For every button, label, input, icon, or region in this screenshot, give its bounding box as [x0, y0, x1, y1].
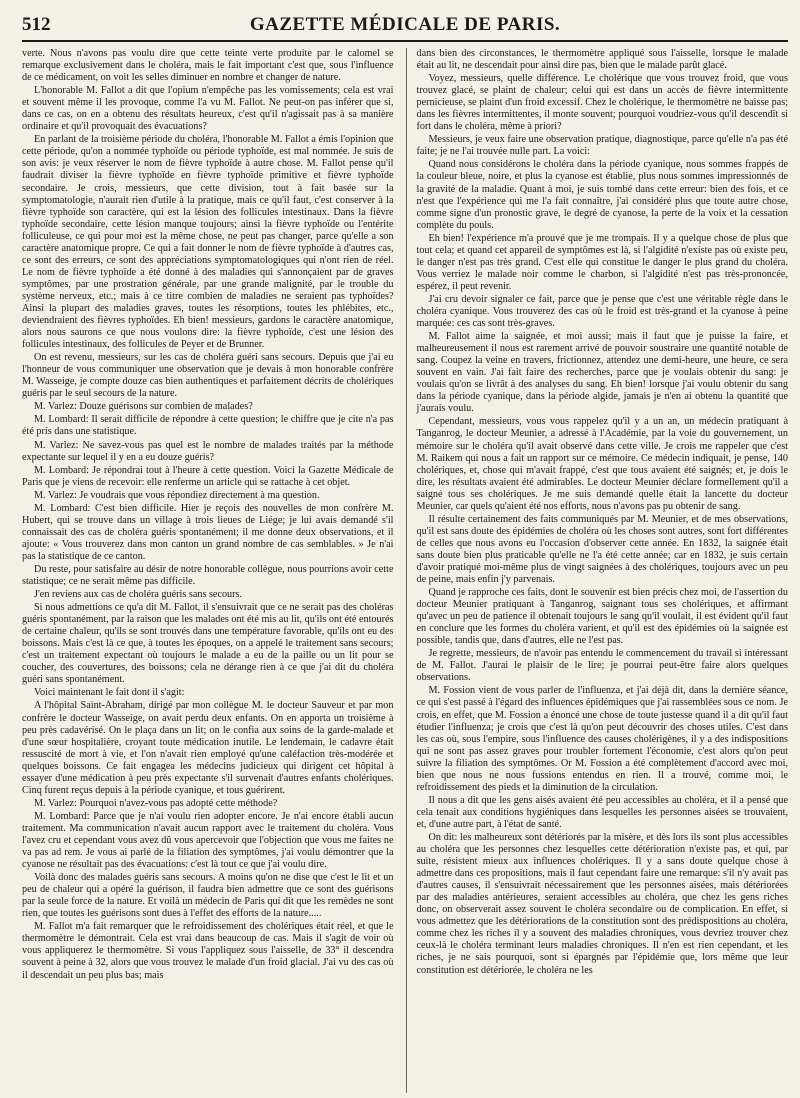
paragraph: L'honorable M. Fallot a dit que l'opium n'empêche pas les vomissements; cela est vrai et souvent même il les provoque, comme l'a vu M. Fallot. Ne peut-on pas inférer que si, dans ce cas, on en a obtenu des résultats heureux, c'est qu'il n'agissait pas à sa manière ordinaire et qu'il provoquait des évacuations? — [22, 85, 394, 133]
paragraph: Il résulte certainement des faits communiqués par M. Meunier, et de mes observations, qu'il est sans doute des épidémies de choléra où les choses sont autres, sont fort différentes de celles que nous avons eu l'occasion d'observer cette année. En 1832, la saignée était sans doute bien plus praticable qu'elle ne l'a été cette année; car en 1832, je suis certain d'avoir pratiqué moi-même plus de vingt saignées à des cholériques, toujours avec un peu de peine, mais enfin j'y parvenais. — [416, 513, 788, 586]
paragraph: M. Varlez: Je voudrais que vous répondiez directement à ma question. — [34, 489, 320, 501]
paragraph: Voici maintenant le fait dont il s'agit: — [34, 687, 185, 699]
paragraph: M. Fallot aime la saignée, et moi aussi; mais il faut que je puisse la faire, et malheureusement il nous est rarement arrivé de pouvoir soustraire une quantité notable de sang. Coupez la veine en travers, frictionnez, attendez une demi-heure, une heure, ce sera souvent en vain. J'ai fait faire des recherches, parce que je voulais obtenir du sang: je voulais qu'on se livrât à des analyses du sang. Eh bien! lorsque j'ai voulu obtenir du sang dans la période cyanique, dans la période algide, jamais je n'en ai obtenu la quantité que j'aurais voulu. — [416, 331, 788, 415]
paragraph: M. Lombard: C'est bien difficile. Hier je reçois des nouvelles de mon confrère M. Hubert, qui se trouve dans un village à trois lieues de Liége; je lui avais demandé s'il connaissait des cas de choléra guéris spontanément; il me donne deux observations, et il ajoute: « Vous trouverez dans mon canton un grand nombre de cas semblables. » Je n'ai pas la statistique de ce canton. — [22, 502, 394, 562]
paragraph: Quand je rapproche ces faits, dont le souvenir est bien précis chez moi, de l'assertion du docteur Meunier pratiquant à Tanganrog, saignant tous ses cholériques, et affirmant qu'avec un peu de patience il obtenait toujours le sang qu'il voulait, il est évident qu'il faut en conclure que les formes du choléra varient, et qu'il est des épidémies où la saignée est possible, tandis que, dans d'autres, elle ne l'est pas. — [416, 587, 788, 647]
right-column — [406, 48, 789, 1093]
paragraph: M. Lombard: Je répondrai tout à l'heure à cette question. Voici la Gazette Médicale de Paris que je viens de recevoir: elle renferme un article qui se rattache à cet objet. — [22, 464, 394, 488]
paragraph: On est revenu, messieurs, sur les cas de choléra guéri sans secours. Depuis que j'ai eu l'honneur de vous communiquer une observation que je devais à mon honorable confrère M. Wasseige, je compte douze cas bien authentiques et parfaitement décrits de cholériques guéris par le seul secours de la nature. — [22, 352, 394, 400]
paragraph: M. Varlez: Pourquoi n'avez-vous pas adopté cette méthode? — [34, 797, 278, 809]
paragraph: Quand nous considérons le choléra dans la période cyanique, nous sommes frappés de la couleur bleue, noire, et plus la cyanose est établie, plus nous sommes impressionnés de la gravité de la maladie. Quant à moi, je suis tombé dans cette erreur: bien des fois, et ce n'est que l'expérience qui me l'a fait connaître, j'ai considéré plus que toute autre chose, comme signe d'un pronostic grave, le degré de cyanose, la perte de la voix et la cessation complète du pouls. — [416, 159, 788, 231]
paragraph: M. Fossion vient de vous parler de l'influenza, et j'ai déjà dit, dans la dernière séance, ce qui s'est passé à l'égard des influences épidémiques que j'ai rassemblées sous ce nom. Je crois, en effet, que M. Fossion a énoncé une chose de toute justesse quand il a dit qu'il faut étudier l'influenza; je crois que c'est là qu'on peut découvrir des choses utiles. C'est dans les cas où, sous l'empire, sous l'influence des causes cholérigènes, il y a des indispositions qui ne sont pas assez graves pour troubler fortement l'économie, c'est alors qu'on peut suivre la filiation des symptômes. Or M. Fossion a été complètement d'accord avec moi, bien que nous ne nous fussions entendus en rien. Il a trouvé, comme moi, le refroidissement des pieds et la diminution de la circulation. — [416, 685, 788, 793]
paragraph: Messieurs, je veux faire une observation pratique, diagnostique, parce qu'elle n'a pas été faite; je ne l'ai trouvée nulle part. La voici: — [416, 134, 788, 158]
page-number: 512 — [22, 14, 51, 35]
running-title: GAZETTE MÉDICALE DE PARIS. — [249, 14, 561, 35]
paragraph: Voyez, messieurs, quelle différence. Le cholérique que vous trouvez froid, que vous trouvez glacé, se plaint de chaleur; celui qui est dans un accès de fièvre intermittente pernicieuse, se plaint d'un froid excessif. Chez le cholérique, le thermomètre ne baisse pas; dans les fièvres intermittentes, il monte souvent; pourquoi voudriez-vous qu'il descendît si fort dans le choléra, même à priori? — [416, 73, 788, 133]
left-column — [22, 48, 394, 1093]
text-columns — [22, 48, 788, 1093]
paragraph: M. Lombard: Il serait difficile de répondre à cette question; le chiffre que je cite n'a pas été pris dans une statistique. — [22, 414, 394, 438]
paragraph: Eh bien! l'expérience m'a prouvé que je me trompais. Il y a quelque chose de plus que tout cela; et quand cet appareil de symptômes est là, si l'algidité n'existe pas où existe peu, le danger n'est pas très grand. C'est elle qui constitue le danger le plus grand du choléra. Vous verriez le malade noir comme le charbon, si l'algidité n'est pas très-prononcée, espérez, il peut revenir. — [416, 232, 788, 292]
paragraph: Je regrette, messieurs, de n'avoir pas entendu le commencement du travail si intéressant de M. Fallot. J'aurai le plaisir de le lire; je pourrai peut-être faire alors quelques observations. — [416, 648, 788, 684]
paragraph: M. Fallot m'a fait remarquer que le refroidissement des cholériques était réel, et que le thermomètre le démontrait. Cela est vrai dans beaucoup de cas. Mais il s'agit de voir où vous appliquerez le thermomètre. Si vous l'appliquez sous l'aisselle, de 33° il descendra souvent à peine à 32, alors que vous trouvez le malade d'un froid glacial. J'ai vu des cas où il descendait un peu plus bas; mais — [22, 921, 394, 981]
paragraph: Si nous admettions ce qu'a dit M. Fallot, il s'ensuivrait que ce ne serait pas des choléras guéris spontanément, par la raison que les malades ont été mis au lit, qu'ils ont été entourés de certaine chaleur, qu'ils se sont trouvés dans une température favorable, qu'ils ont eu des boissons. Mais c'est là ce que, à toutes les époques, on a appelé le traitement sans secours; c'est un traitement expectant où toujours le malade a eu de la paille ou un lit pour se coucher, des couvertures, des boissons; cela ne dérange rien à ce que j'ai dit du choléra guéri sans spontanément. — [22, 602, 394, 686]
paragraph: J'en reviens aux cas de choléra guéris sans secours. — [34, 589, 243, 601]
paragraph: A l'hôpital Saint-Abraham, dirigé par mon collègue M. le docteur Sauveur et par mon confrère le docteur Wasseige, on avait perdu deux enfants. On en apporta un troisième à peu près cadavérisé. On le plaça dans un lit; on le confia aux soins de la garde-malade et d'une sœur hospitalière, croyant toute médication inutile. Le lendemain, le cadavre était ressuscité de mort à vie, et l'on n'avait rien employé qu'une caléfaction très-modérée et quelques boissons. Ce fait engagea les médecins judicieux qui dirigent cet hôpital à essayer d'une médication à peu près expectante s'il survenait d'autres enfants cholériques. Cinq furent reçus depuis à la période cyanique, et tous guérirent. — [22, 700, 394, 796]
paragraph: verte. Nous n'avons pas voulu dire que cette teinte verte produite par le calomel se remarque exclusivement dans le choléra, mais le fait important c'est que, sous l'influence de ce médicament, on voit les selles diminuer en nombre et changer de nature. — [22, 48, 394, 84]
paragraph: M. Varlez: Ne savez-vous pas quel est le nombre de malades traités par la méthode expectante sur lequel il y en a eu douze guéris? — [22, 439, 394, 463]
paragraph: dans bien des circonstances, le thermomètre appliqué sous l'aisselle, lorsque le malade était au lit, ne descendait pour ainsi dire pas, bien que le malade parût glacé. — [416, 48, 788, 72]
paragraph: Cependant, messieurs, vous vous rappelez qu'il y a un an, un médecin pratiquant à Tanganrog, le docteur Meunier, a adressé à l'Académie, par la voie du gouvernement, un mémoire sur le choléra qu'il avait observé dans cette ville. Je crois me rappeler que c'est M. Raikem qui nous a fait un rapport sur ce mémoire. Ce médecin indiquait, je pense, 140 cholériques, et, chose qui m'avait frappé, c'est que tous avaient été saignés; et, je dois le dire, les résultats avaient été admirables. Le docteur Meunier déclare formellement qu'il a saigné tous ses cholériques. Je me suis demandé quelle était la lancette du docteur Meunier, car quels qu'aient été nos efforts, nous n'avons pas pu obtenir de sang. — [416, 416, 788, 512]
paragraph: En parlant de la troisième période du choléra, l'honorable M. Fallot a émis l'opinion que cette période, qu'on a nommée typhoïde ou période typhoïde, est mal nommée. Je suis de son avis: je veux réserver le nom de fièvre typhoïde à autre chose. M. Fallot pense qu'il faudrait diviser la fièvre typhoïde en fièvre typhoïde primitive et fièvre typhoïde secondaire. Je crois, messieurs, que cette division, tout à fait basée sur la symptomatologie, n'aurait rien d'utile à la pratique, mais ce qu'il faut, c'est conserver à la fièvre typhoïde son caractère, qui est la lésion des follicules intestinaux. Dans la fièvre typhoïde secondaire, cette lésion manque toujours; ainsi la fièvre typhoïde ou l'entérite folliculeuse, ce qui pour moi est la même chose, ne peut pas changer, parce qu'elle a son caractère anatomique propre. Ce qui a fait donner le nom de fièvre typhoïde à d'autres cas, ce sont des erreurs, ce sont des appréciations symptomatologiques qui n'ont rien de réel. Le nom de fièvre typhoïde a été donné à des maladies qui s'annonçaient par de graves symptômes, par une prostration générale, par une grande malignité, par le trouble du système nerveux, etc.; mais à ce titre combien de maladies ne seraient pas typhoïdes? Ainsi la plupart des maladies graves, toutes les résorptions, toutes les phlébites, etc., deviendraient des fièvres typhoïdes. Eh bien! messieurs, gardons le caractère anatomique, alors nous saurons ce que nous voulons dire: la fièvre typhoïde, c'est une lésion des follicules intestinaux, des follicules de Peyer et de Brunner. — [22, 134, 394, 351]
paragraph: Voilà donc des malades guéris sans secours. A moins qu'on ne dise que c'est le lit et un peu de chaleur qui a opéré la guérison, il faudra bien admettre que ce sont des guérisons par la seule force de la nature. Et voilà un médecin de Paris qui dit que les remèdes ne sont rien, que toutes les guérisons sont dues à l'effet des efforts de la nature..... — [22, 872, 394, 920]
paragraph: M. Varlez: Douze guérisons sur combien de malades? — [34, 401, 253, 413]
page-header — [22, 14, 788, 42]
paragraph: J'ai cru devoir signaler ce fait, parce que je pense que c'est une véritable règle dans le choléra cyanique. Vous trouverez des cas où le froid est très-grand et la cyanose à peine marquée: ces cas sont très-graves. — [416, 293, 788, 330]
paragraph: M. Lombard: Parce que je n'ai voulu rien adopter encore. Je n'ai encore établi aucun traitement. Ma communication n'avait aucun rapport avec le traitement du choléra. Vous l'avez cru et cependant vous avez dû vous apercevoir que l'objection que vous me faites ne va pas ad rem. Je vous ai parlé de la filiation des symptômes, j'ai voulu démontrer que la cyanose ne résultait pas des évacuations: c'est là tout ce que j'ai voulu dire. — [22, 810, 394, 871]
paragraph: On dit: les malheureux sont détériorés par la misère, et dès lors ils sont plus accessibles au choléra que les personnes chez lesquelles cette détérioration n'existe pas, et qui, par suite, résistent mieux aux influences cholériques. Il y a sans doute quelque chose à admettre dans ces propositions, mais il faut cependant faire une remarque: s'il n'y avait pas d'autres causes, il s'ensuivrait nécessairement que les personnes aisées, mais détériorées par des maladies antérieures, seraient accessibles au choléra, que chez les gens riches donc, on observerait assez souvent le choléra secondaire ou de complication. En effet, si vous admettez que les détériorations de la constitution sont des prédispositions au choléra, comme chez les riches il y a souvent des maladies chroniques, vous devriez trouver chez ceux-là le choléra terminant leurs maladies chroniques. Il n'en est rien cependant, et les riches, je ne sais pourquoi, sont si épargnés par l'épidémie que, lors même que leur constitution est détériorée, le choléra ne les — [416, 832, 788, 976]
paragraph: Il nous a dit que les gens aisés avaient été peu accessibles au choléra, et il a pensé que cela tenait aux conditions hygiéniques dans lesquelles les personnes aisées se trouvaient, et, d'une autre part, à l'état de santé. — [416, 794, 788, 830]
paragraph: Du reste, pour satisfaire au désir de notre honorable collègue, nous pourrions avoir cette statistique; ce ne serait même pas difficile. — [22, 563, 394, 588]
